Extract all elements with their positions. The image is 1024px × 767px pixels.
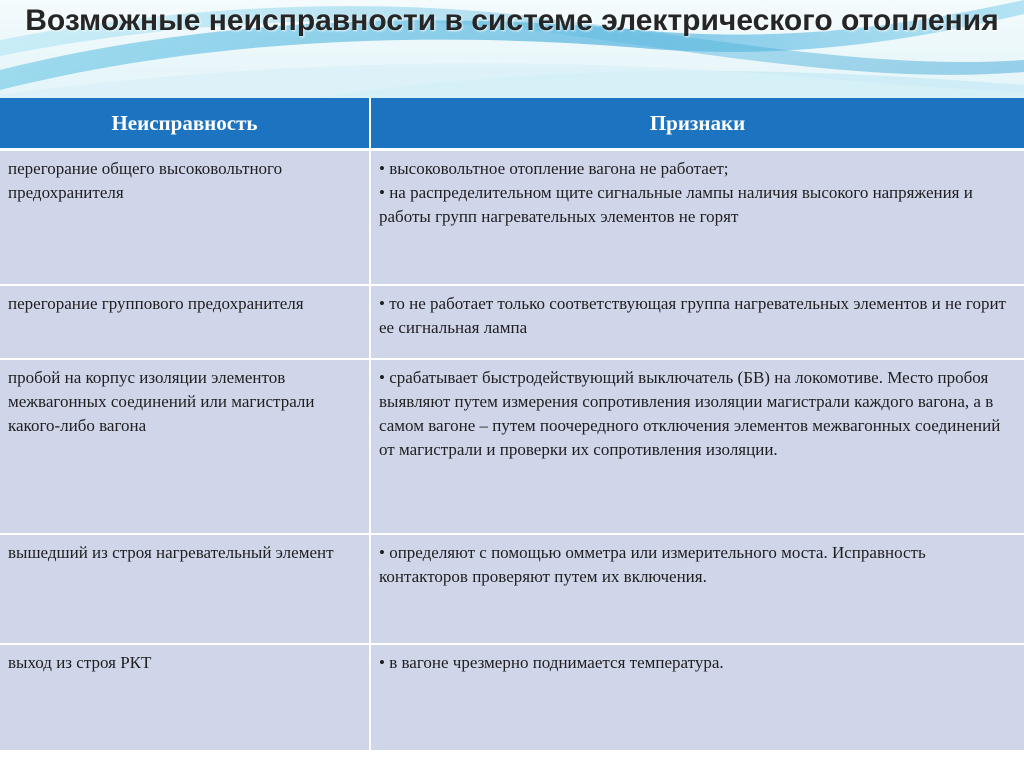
sign-line: • срабатывает быстродействующий выключатель (БВ) на локомотиве. Место пробоя выявляют путем измерения сопротивления изоляции магистрали каждого вагона, а в самом вагоне – путем поочередного отключения элементов межвагонных соединений от магистрали и проверки их сопротивления изоляции. bbox=[379, 368, 1001, 459]
fault-cell: перегорание общего высоковольтного предохранителя bbox=[0, 150, 370, 286]
faults-table bbox=[0, 98, 1024, 752]
sign-line: • высоковольтное отопление вагона не работает; bbox=[379, 159, 729, 178]
signs-cell bbox=[370, 359, 1024, 534]
signs-cell bbox=[370, 285, 1024, 359]
table-row bbox=[0, 644, 1024, 751]
fault-cell: пробой на корпус изоляции элементов межвагонных соединений или магистрали какого-либо вагона bbox=[0, 359, 370, 534]
table-row bbox=[0, 285, 1024, 359]
fault-cell: вышедший из строя нагревательный элемент bbox=[0, 534, 370, 644]
signs-cell bbox=[370, 150, 1024, 286]
table-row bbox=[0, 534, 1024, 644]
sign-line: • определяют с помощью омметра или измерительного моста. Исправность контакторов проверяют путем их включения. bbox=[379, 543, 926, 586]
fault-cell: выход из строя РКТ bbox=[0, 644, 370, 751]
signs-cell bbox=[370, 644, 1024, 751]
faults-table-container bbox=[0, 98, 1024, 752]
header-fault: Неисправность bbox=[0, 98, 370, 150]
sign-line: • в вагоне чрезмерно поднимается температура. bbox=[379, 653, 724, 672]
sign-line: • то не работает только соответствующая группа нагревательных элементов и не горит ее сигнальная лампа bbox=[379, 294, 1006, 337]
fault-cell: перегорание группового предохранителя bbox=[0, 285, 370, 359]
page-title: Возможные неисправности в системе электрического отопления bbox=[25, 4, 999, 37]
table-row bbox=[0, 150, 1024, 286]
sign-line: • на распределительном щите сигнальные лампы наличия высокого напряжения и работы групп нагревательных элементов не горят bbox=[379, 183, 973, 226]
table-row bbox=[0, 359, 1024, 534]
header-signs: Признаки bbox=[370, 98, 1024, 150]
table-header-row bbox=[0, 98, 1024, 150]
signs-cell bbox=[370, 534, 1024, 644]
